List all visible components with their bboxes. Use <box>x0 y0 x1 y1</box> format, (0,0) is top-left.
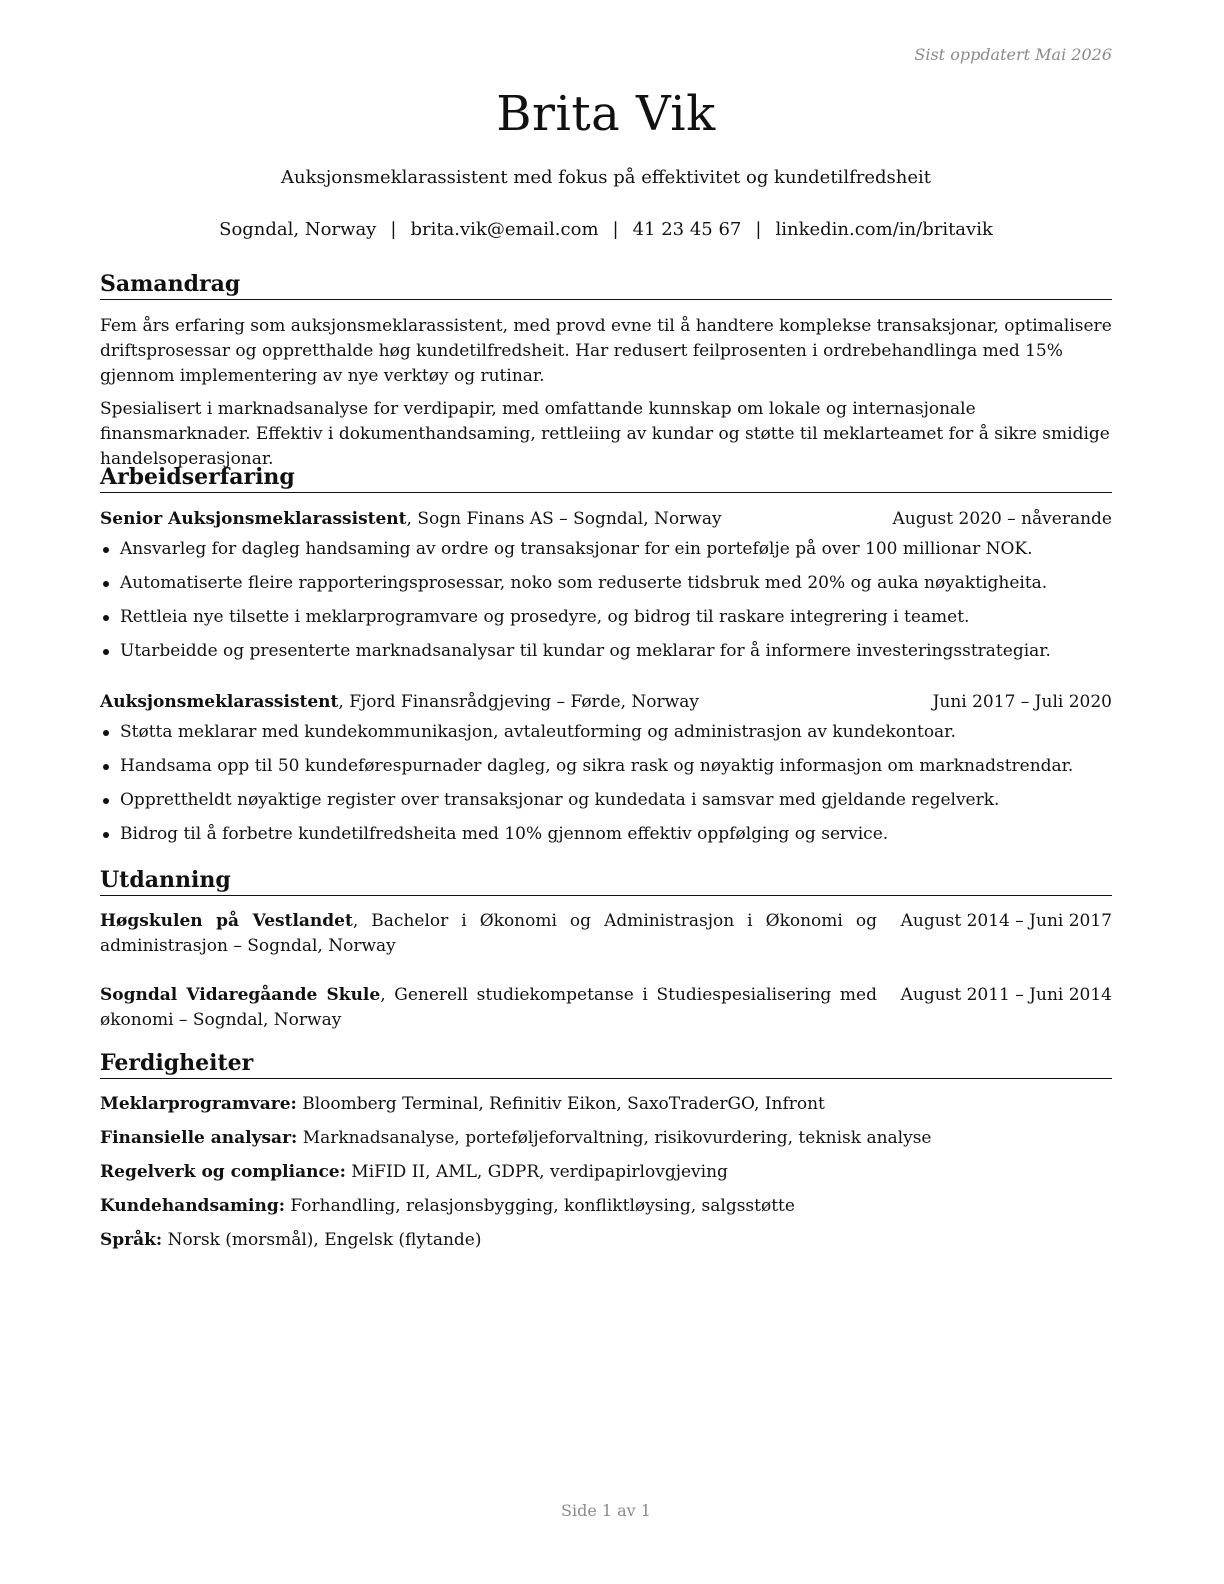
last-updated: Sist oppdatert Mai 2026 <box>914 45 1112 64</box>
education-dates: August 2014 – Juni 2017 <box>900 911 1112 931</box>
job-dates: Juni 2017 – Juli 2020 <box>932 692 1112 712</box>
job-org: , Fjord Finansrådgjeving – Førde, Norway <box>338 692 699 712</box>
job-role: Senior Auksjonsmeklarassistent <box>100 509 407 529</box>
skill-label: Regelverk og compliance: <box>100 1162 346 1182</box>
contact-separator: | <box>612 219 619 240</box>
bullet-item: Automatiserte fleire rapporteringsprosessar, noko som reduserte tidsbruk med 20% og auka nøyaktigheita. <box>100 571 1112 596</box>
summary-paragraph: Fem års erfaring som auksjonsmeklarassistent, med provd evne til å handtere komplekse transaksjonar, optimalisere driftsprosessar og oppretthalde høg kundetilfredsheit. Har redusert feilprosenten i ordrebehandlinga med 15% gjennom implementering av nye verktøy og rutinar. <box>100 316 1112 386</box>
summary-section <box>100 314 1112 472</box>
summary-paragraph: Spesialisert i marknadsanalyse for verdipapir, med omfattande kunnskap om lokale og internasjonale finansmarknader. Effektiv i dokumenthandsaming, rettleiing av kundar og støtte til meklarteamet for å sikre smidige handelsoperasjonar. <box>100 399 1110 469</box>
person-name: Brita Vik <box>496 86 716 142</box>
job-dates: August 2020 – nåverande <box>892 509 1112 529</box>
contact-line <box>100 219 1112 240</box>
contact-phone: 41 23 45 67 <box>632 219 742 240</box>
job-header <box>100 507 1112 532</box>
contact-separator: | <box>755 219 762 240</box>
resume-page <box>100 0 1112 1584</box>
education-main <box>100 983 877 1033</box>
contact-linkedin[interactable]: linkedin.com/in/britavik <box>775 219 993 240</box>
education-dates: August 2011 – Juni 2014 <box>900 985 1112 1005</box>
section-title-experience: Arbeidserfaring <box>100 463 1112 493</box>
skill-row <box>100 1160 1112 1185</box>
bullet-item: Handsama opp til 50 kundeførespurnader dagleg, og sikra rask og nøyaktig informasjon om marknadstrendar. <box>100 754 1112 779</box>
skill-label: Finansielle analysar: <box>100 1128 298 1148</box>
job-org: , Sogn Finans AS – Sogndal, Norway <box>406 509 722 529</box>
contact-email[interactable]: brita.vik@email.com <box>410 219 599 240</box>
contact-separator: | <box>390 219 397 240</box>
skill-value: Norsk (morsmål), Engelsk (flytande) <box>162 1230 482 1250</box>
education-detail: , Bachelor i Økonomi og Administrasjon i Økonomi og administrasjon – Sogndal, Norway <box>100 911 877 956</box>
skill-row <box>100 1194 1112 1219</box>
job-bullets <box>100 537 1112 673</box>
education-item <box>100 909 1112 959</box>
skill-value: MiFID II, AML, GDPR, verdipapirlovgjeving <box>345 1162 728 1182</box>
section-title-education: Utdanning <box>100 866 1112 896</box>
education-school: Høgskulen på Vestlandet <box>100 911 353 931</box>
skill-value: Forhandling, relasjonsbygging, konfliktløysing, salgsstøtte <box>285 1196 795 1216</box>
skill-value: Bloomberg Terminal, Refinitiv Eikon, SaxoTraderGO, Infront <box>296 1094 825 1114</box>
skill-row <box>100 1092 1112 1117</box>
page-number: Side 1 av 1 <box>561 1501 651 1520</box>
skill-row <box>100 1228 1112 1253</box>
bullet-item: Støtta meklarar med kundekommunikasjon, avtaleutforming og administrasjon av kundekontoar. <box>100 720 1112 745</box>
job-bullets <box>100 720 1112 856</box>
bullet-item: Ansvarleg for dagleg handsaming av ordre og transaksjonar for ein portefølje på over 100 millionar NOK. <box>100 537 1112 562</box>
education-item <box>100 983 1112 1033</box>
skill-label: Meklarprogramvare: <box>100 1094 297 1114</box>
education-school: Sogndal Vidaregåande Skule <box>100 985 381 1005</box>
skill-label: Språk: <box>100 1230 163 1250</box>
section-title-skills: Ferdigheiter <box>100 1049 1112 1079</box>
contact-location: Sogndal, Norway <box>219 219 377 240</box>
section-title-summary: Samandrag <box>100 270 1112 300</box>
education-detail: , Generell studiekompetanse i Studiespesialisering med økonomi – Sogndal, Norway <box>100 985 877 1030</box>
education-main <box>100 909 877 959</box>
bullet-item: Utarbeidde og presenterte marknadsanalysar til kundar og meklarar for å informere investeringsstrategiar. <box>100 639 1112 664</box>
headline: Auksjonsmeklarassistent med fokus på effektivitet og kundetilfredsheit <box>280 167 931 188</box>
job-header <box>100 690 1112 715</box>
skill-value: Marknadsanalyse, porteføljeforvaltning, risikovurdering, teknisk analyse <box>297 1128 932 1148</box>
job-role: Auksjonsmeklarassistent <box>100 692 339 712</box>
skills-section <box>100 1092 1112 1262</box>
skill-label: Kundehandsaming: <box>100 1196 285 1216</box>
bullet-item: Opprettheldt nøyaktige register over transaksjonar og kundedata i samsvar med gjeldande regelverk. <box>100 788 1112 813</box>
skill-row <box>100 1126 1112 1151</box>
bullet-item: Rettleia nye tilsette i meklarprogramvare og prosedyre, og bidrog til raskare integrering i teamet. <box>100 605 1112 630</box>
bullet-item: Bidrog til å forbetre kundetilfredsheita med 10% gjennom effektiv oppfølging og service. <box>100 822 1112 847</box>
